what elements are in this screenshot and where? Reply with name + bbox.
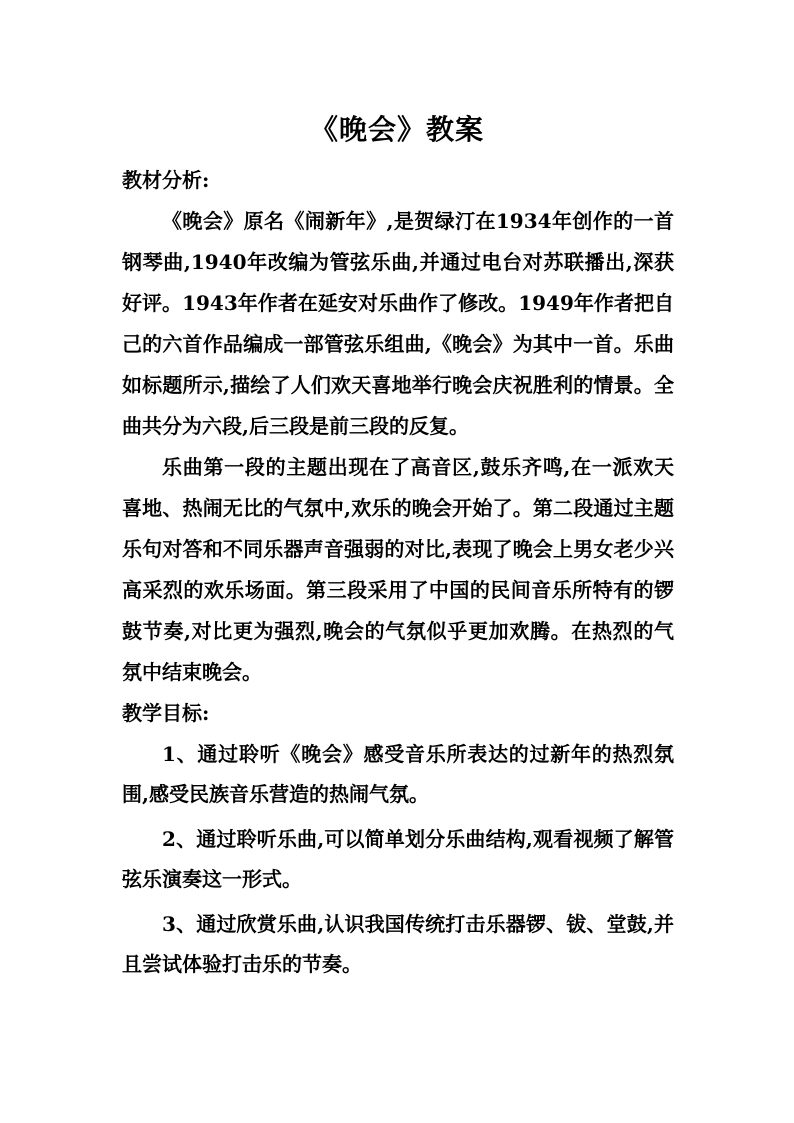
analysis-paragraph: 乐曲第一段的主题出现在了高音区,鼓乐齐鸣,在一派欢天喜地、热闹无比的气氛中,欢乐的晚会开始了。第二段通过主题乐句对答和不同乐器声音强弱的对比,表现了晚会上男女老少兴高采烈的欢乐场面。第三段采用了中国的民间音乐所特有的锣鼓节奏,对比更为强烈,晚会的气氛似乎更加欢腾。在热烈的气氛中结束晚会。 <box>122 455 674 684</box>
goal-item: 1、通过聆听《晚会》感受音乐所表达的过新年的热烈氛围,感受民族音乐营造的热闹气氛。 <box>122 742 674 806</box>
document-title: 《晚会》教案 <box>309 113 484 146</box>
document-body <box>122 160 674 989</box>
goal-item: 3、通过欣赏乐曲,认识我国传统打击乐器锣、钹、堂鼓,并且尝试体验打击乐的节奏。 <box>122 912 674 976</box>
goal-item: 2、通过聆听乐曲,可以简单划分乐曲结构,观看视频了解管弦乐演奏这一形式。 <box>122 827 674 891</box>
analysis-paragraph: 《晚会》原名《闹新年》,是贺绿汀在1934年创作的一首钢琴曲,1940年改编为管弦乐曲,并通过电台对苏联播出,深获好评。1943年作者在延安对乐曲作了修改。1949年作者把自己的六首作品编成一部管弦乐组曲,《晚会》为其中一首。乐曲如标题所示,描绘了人们欢天喜地举行晚会庆祝胜利的情景。全曲共分为六段,后三段是前三段的反复。 <box>122 209 674 438</box>
section-heading-analysis: 教材分析: <box>122 168 210 192</box>
section-heading-goals: 教学目标: <box>122 701 210 725</box>
